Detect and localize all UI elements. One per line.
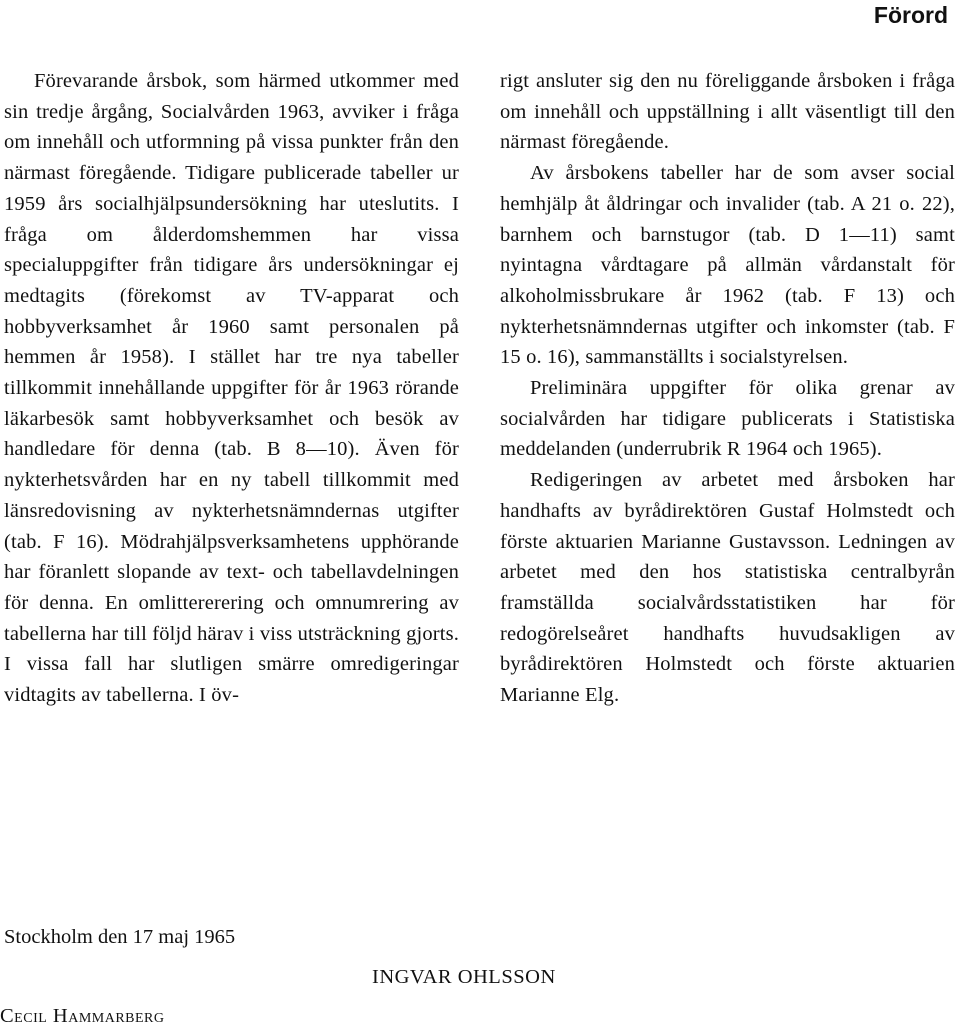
signature-main: INGVAR OHLSSON bbox=[372, 966, 556, 988]
signature-second: Cecil Hammarberg bbox=[0, 1005, 165, 1027]
right-paragraph-2: Av årsbokens tabeller har de som avser social hemhjälp åt åldringar och invalider (tab. A 21 o. 22), barnhem och barnstugor (tab. D 1—11) samt nyintagna vårdtagare på allmän vårdanstalt för alkoholmissbrukare år 1962 (tab. F 13) och nykterhetsnämndernas utgifter och inkomster (tab. F 15 o. 16), sammanställts i socialstyrelsen. bbox=[500, 162, 955, 369]
right-paragraph-4: Redigeringen av arbetet med årsboken har handhafts av byrådirektören Gustaf Holmstedt och förste aktuarien Marianne Gustavsson. Ledningen av arbetet med den hos statistiska centralbyrån framställda socialvårdsstatistiken har för redogörelseåret handhafts huvudsakligen av byrådirektören Holmstedt och förste aktuarien Marianne Elg. bbox=[500, 469, 955, 707]
page-title: Förord bbox=[873, 2, 948, 28]
left-paragraph-1: Förevarande årsbok, som härmed utkommer med sin tredje årgång, Socialvården 1963, avviker i fråga om innehåll och utformning på vissa punkter från den närmast föregående. Tidigare publicerade tabeller ur 1959 års socialhjälpsundersökning har uteslutits. I fråga om ålderdomshemmen har vissa specialuppgifter från tidigare års undersökningar ej medtagits (förekomst av TV-apparat och hobbyverksamhet år 1960 samt personalen på hemmen år 1958). I stället har tre nya tabeller tillkommit innehållande uppgifter för år 1963 rörande läkarbesök samt hobbyverksamhet och besök av handledare för denna (tab. B 8—10). Även för nykterhetsvården har en ny tabell tillkommit med länsredovisning av nykterhetsnämndernas utgifter (tab. F 16). Mödrahjälpsverksamhetens upphörande har föranlett slopande av text- och tabellavdelningen för denna. En omlittererering och omnumrering av tabellerna har till följd härav i viss utsträckning gjorts. I vissa fall har slutligen smärre omredigeringar vidtagits av tabellerna. I öv- bbox=[4, 70, 459, 707]
right-text-column bbox=[500, 66, 955, 711]
right-paragraph-3: Preliminära uppgifter för olika grenar av socialvården har tidigare publicerats i Statistiska meddelanden (underrubrik R 1964 och 1965). bbox=[500, 377, 955, 461]
place-date: Stockholm den 17 maj 1965 bbox=[4, 926, 236, 948]
right-paragraph-1: rigt ansluter sig den nu föreliggande årsboken i fråga om innehåll och uppställning i allt väsentligt till den närmast föregående. bbox=[500, 70, 955, 154]
left-text-column bbox=[4, 66, 459, 711]
